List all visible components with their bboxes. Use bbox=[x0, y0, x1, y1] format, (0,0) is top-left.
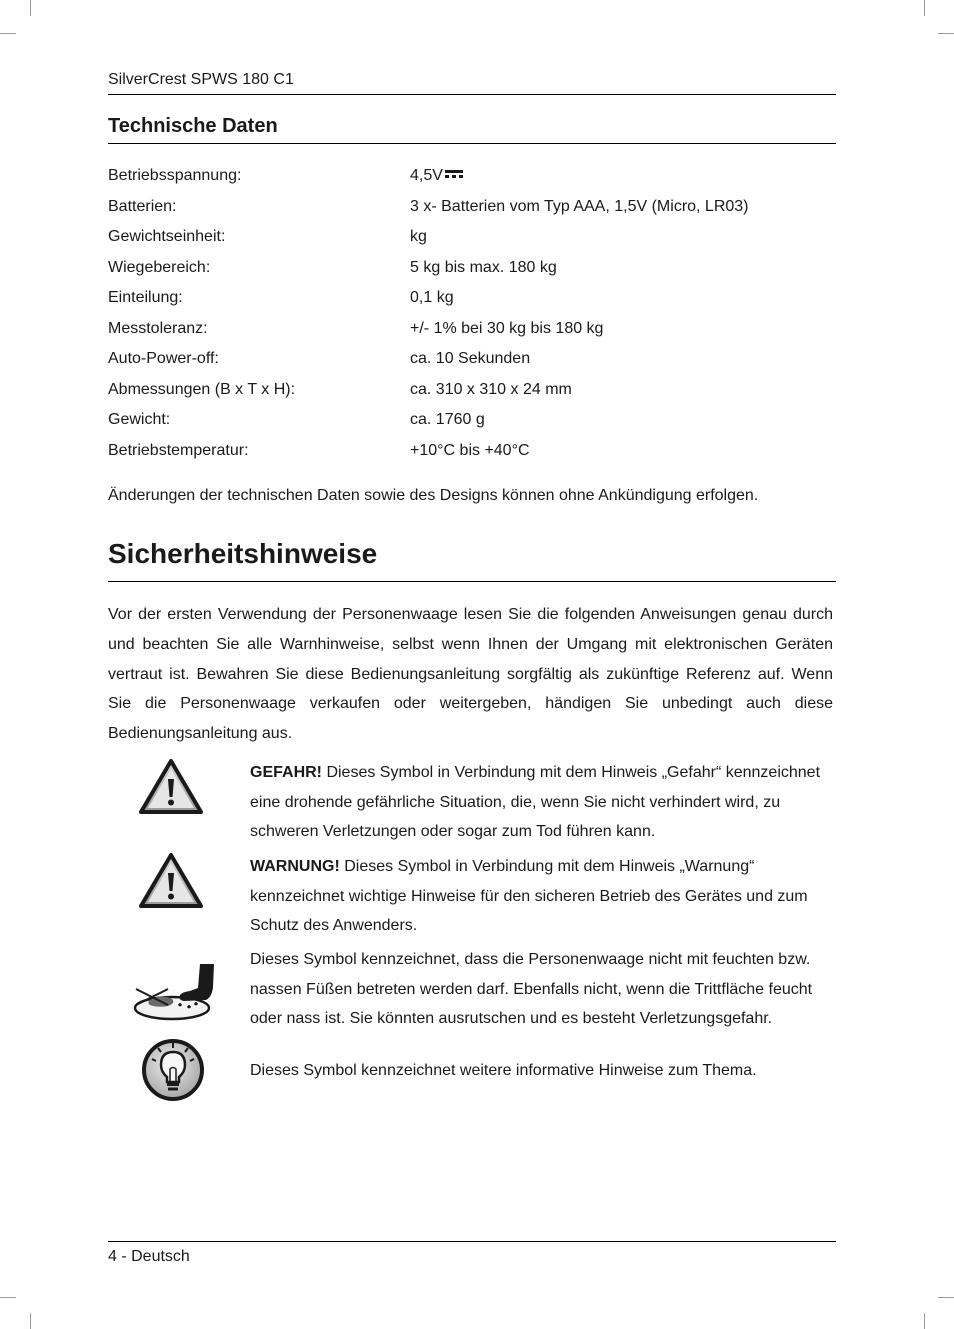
spec-label: Betriebsspannung: bbox=[108, 167, 242, 184]
spec-note: Änderungen der technischen Daten sowie des Designs können ohne Ankündigung erfolgen. bbox=[108, 487, 759, 504]
spec-value: ca. 10 Sekunden bbox=[410, 350, 531, 367]
spec-row bbox=[108, 192, 836, 223]
hint-body: Dieses Symbol in Verbindung mit dem Hinweis „Warnung“ kennzeichnet wichtige Hinweise für den sicheren Betrieb des Gerätes und zum Schutz des Anwenders. bbox=[250, 858, 808, 934]
crop-mark bbox=[0, 33, 16, 34]
spec-label: Auto-Power-off: bbox=[108, 350, 219, 367]
spec-value: +/- 1% bei 30 kg bis 180 kg bbox=[410, 319, 604, 337]
section-title-safety: Sicherheitshinweise bbox=[108, 538, 378, 569]
spec-value: ca. 1760 g bbox=[410, 411, 485, 428]
spec-label: Batterien: bbox=[108, 197, 177, 215]
spec-value: 5 kg bis max. 180 kg bbox=[410, 258, 557, 276]
header-rule bbox=[108, 94, 836, 95]
section-title-specs: Technische Daten bbox=[108, 115, 278, 137]
dc-current-icon bbox=[444, 169, 464, 179]
spec-row bbox=[108, 405, 836, 436]
spec-row bbox=[108, 375, 836, 406]
crop-mark bbox=[30, 1313, 31, 1329]
spec-value: 0,1 kg bbox=[410, 289, 454, 306]
hint-keyword: WARNUNG! bbox=[250, 858, 340, 875]
crop-mark bbox=[30, 0, 31, 16]
spec-row bbox=[108, 436, 836, 467]
spec-row bbox=[108, 253, 836, 284]
spec-label: Gewicht: bbox=[108, 411, 171, 428]
hint-text bbox=[250, 758, 836, 847]
spec-value bbox=[410, 161, 464, 191]
hint-wet-feet bbox=[108, 945, 836, 1035]
crop-mark bbox=[938, 33, 954, 34]
spec-row bbox=[108, 344, 836, 375]
spec-label: Abmessungen (B x T x H): bbox=[108, 380, 296, 398]
spec-value: +10°C bis +40°C bbox=[410, 441, 530, 459]
crop-mark bbox=[924, 0, 925, 16]
crop-mark bbox=[0, 1297, 16, 1298]
hint-text bbox=[250, 945, 836, 1034]
hint-body: Dieses Symbol kennzeichnet weitere informative Hinweise zum Thema. bbox=[250, 1062, 757, 1079]
spec-label: Messtoleranz: bbox=[108, 319, 208, 337]
hint-text bbox=[250, 1056, 836, 1086]
page-number: 4 - Deutsch bbox=[108, 1248, 190, 1265]
hint-text bbox=[250, 852, 836, 941]
spec-value: 3 x- Batterien vom Typ AAA, 1,5V (Micro, LR03) bbox=[410, 197, 749, 215]
spec-label: Betriebstemperatur: bbox=[108, 441, 249, 459]
lightbulb-icon bbox=[140, 1038, 206, 1102]
footer-rule bbox=[108, 1241, 836, 1242]
hint-danger bbox=[108, 758, 836, 848]
hint-body: Dieses Symbol kennzeichnet, dass die Personenwaage nicht mit feuchten bzw. nassen Füßen betreten werden darf. Ebenfalls nicht, wenn die Trittfläche feucht oder nass ist. Sie könnten ausrutschen und es besteht Verletzungsgefahr. bbox=[250, 951, 813, 1027]
spec-row bbox=[108, 283, 836, 314]
section-rule bbox=[108, 581, 836, 582]
spec-value: ca. 310 x 310 x 24 mm bbox=[410, 380, 572, 398]
spec-value: kg bbox=[410, 228, 427, 245]
hint-body: Dieses Symbol in Verbindung mit dem Hinweis „Gefahr“ kennzeichnet eine drohende gefährliche Situation, die, wenn Sie nicht verhindert wird, zu schweren Verletzungen oder sogar zum Tod führen kann. bbox=[250, 764, 821, 840]
hint-info bbox=[108, 1038, 836, 1104]
hint-warning bbox=[108, 852, 836, 942]
wet-feet-icon bbox=[132, 961, 220, 1027]
spec-label: Gewichtseinheit: bbox=[108, 228, 226, 245]
spec-label: Einteilung: bbox=[108, 289, 183, 306]
safety-intro-paragraph: Vor der ersten Verwendung der Personenwaage lesen Sie die folgenden Anweisungen genau durch und beachten Sie alle Warnhinweise, selbst wenn Ihnen der Umgang mit elektronischen Geräten vertraut ist. Bewahren Sie diese Bedienungsanleitung sorgfältig als zukünftige Referenz auf. Wenn Sie die Personenwaage verkaufen oder weitergeben, händigen Sie unbedingt auch diese Bedienungsanleitung aus. bbox=[108, 606, 833, 743]
crop-mark bbox=[924, 1313, 925, 1329]
section-rule bbox=[108, 143, 836, 144]
spec-table bbox=[108, 161, 836, 466]
crop-mark bbox=[938, 1297, 954, 1298]
warning-triangle-icon bbox=[138, 758, 204, 816]
running-header: SilverCrest SPWS 180 C1 bbox=[108, 71, 294, 88]
hint-keyword: GEFAHR! bbox=[250, 764, 322, 781]
spec-label: Wiegebereich: bbox=[108, 258, 211, 276]
spec-row bbox=[108, 314, 836, 345]
spec-row bbox=[108, 222, 836, 253]
spec-row bbox=[108, 161, 836, 192]
spec-value-text: 4,5V bbox=[410, 167, 443, 184]
warning-triangle-icon bbox=[138, 852, 204, 910]
